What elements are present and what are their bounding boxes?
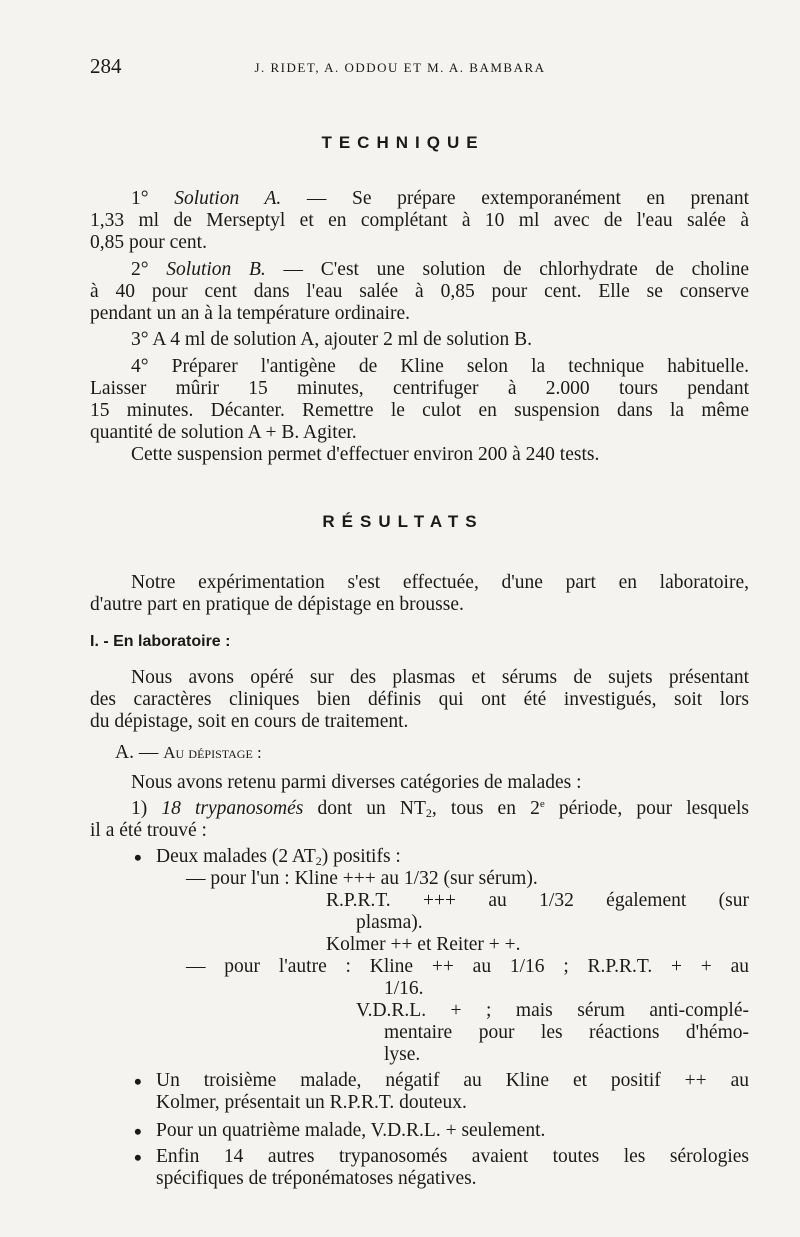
text: Enfin 14 autres trypanosomés avaient toutes les sérologies: [156, 1146, 749, 1167]
section-title-resultats: RÉSULTATS: [322, 512, 484, 531]
bullet-icon: •: [134, 1145, 142, 1170]
resultats-intro-line-1: [131, 572, 749, 594]
text: 15 minutes. Décanter. Remettre le culot en suspension dans la même: [90, 400, 749, 421]
bullet-1-line-9: [384, 1022, 749, 1044]
text: Un troisième malade, négatif au Kline et positif ++ au: [156, 1070, 749, 1091]
technique-item-1-line-1: [131, 188, 749, 210]
bullet-3-line-1: Pour un quatrième malade, V.D.R.L. + seulement.: [156, 1120, 546, 1141]
bullet-2-line-2: Kolmer, présentait un R.P.R.T. douteux.: [156, 1092, 467, 1113]
text: Laisser mûrir 15 minutes, centrifuger à 2.000 tours pendant: [90, 378, 749, 399]
bullet-1-line-8: [356, 1000, 749, 1022]
bullet-1-line-6: [186, 956, 749, 978]
technique-item-2-line-1: [131, 259, 749, 281]
item-number: 1°: [131, 188, 149, 209]
technique-note: Cette suspension permet d'effectuer environ 200 à 240 tests.: [131, 444, 600, 465]
text: 4° Préparer l'antigène de Kline selon la technique habituelle.: [131, 356, 749, 377]
text: V.D.R.L. + ; mais sérum anti-complé-: [356, 1000, 749, 1021]
superscript: e: [539, 798, 545, 810]
technique-item-1-line-2: [90, 210, 749, 232]
laboratoire-para-line-1: [131, 667, 749, 689]
bullet-1-line-4: plasma).: [356, 912, 423, 933]
text: Deux malades (2 AT: [156, 846, 316, 867]
text: Nous avons opéré sur des plasmas et sérums de sujets présentant: [131, 667, 749, 688]
text: — C'est une solution de chlorhydrate de choline: [283, 259, 750, 280]
text: des caractères cliniques bien définis qui ont été investigués, soit lors: [90, 689, 749, 710]
subscript: 2: [315, 854, 322, 868]
technique-item-4-line-3: [90, 400, 749, 422]
bullet-2-line-1: [156, 1070, 749, 1092]
depistage-intro: Nous avons retenu parmi diverses catégories de malades :: [131, 772, 582, 793]
category-1-line-1: [131, 798, 749, 820]
bullet-4-line-2: spécifiques de tréponématoses négatives.: [156, 1168, 477, 1189]
bullet-1-line-1: [156, 846, 401, 868]
resultats-intro-line-2: d'autre part en pratique de dépistage en brousse.: [90, 594, 464, 615]
subsection-prefix: A. —: [115, 742, 159, 763]
subscript: 2: [425, 806, 432, 820]
subsection-heading-depistage: [115, 742, 262, 764]
category-number: 1): [131, 798, 148, 819]
text: , tous en 2: [431, 798, 540, 819]
text: dont un NT: [317, 798, 426, 819]
running-header-authors: J. RIDET, A. ODDOU ET M. A. BAMBARA: [254, 60, 546, 75]
text: période, pour lesquels: [544, 798, 750, 819]
technique-item-4-line-4: quantité de solution A + B. Agiter.: [90, 422, 357, 443]
bullet-icon: •: [134, 1069, 142, 1094]
text: ) positifs :: [321, 846, 401, 867]
solution-b-title: Solution B.: [166, 259, 266, 280]
technique-item-1-line-3: 0,85 pour cent.: [90, 232, 207, 253]
bullet-icon: •: [134, 845, 142, 870]
bullet-4-line-1: [156, 1146, 749, 1168]
text: Notre expérimentation s'est effectuée, d'une part en laboratoire,: [131, 572, 749, 593]
solution-a-title: Solution A.: [174, 188, 282, 209]
item-number: 2°: [131, 259, 149, 280]
bullet-1-line-5: Kolmer ++ et Reiter + +.: [326, 934, 521, 955]
subsection-heading-laboratoire: I. - En laboratoire :: [90, 633, 231, 650]
text: — Se prépare extemporanément en prenant: [306, 188, 749, 209]
laboratoire-para-line-3: du dépistage, soit en cours de traitement.: [90, 711, 409, 732]
subsection-label: Au dépistage :: [163, 743, 262, 762]
text: R.P.R.T. +++ au 1/32 également (sur: [326, 890, 749, 911]
technique-item-4-line-2: [90, 378, 749, 400]
technique-item-4-line-1: [131, 356, 749, 378]
bullet-1-line-3: [326, 890, 749, 912]
text: — pour l'autre : Kline ++ au 1/16 ; R.P.R.T. + + au: [186, 956, 749, 977]
category-1-line-2: il a été trouvé :: [90, 820, 207, 841]
bullet-icon: •: [134, 1119, 142, 1144]
technique-item-3: 3° A 4 ml de solution A, ajouter 2 ml de solution B.: [131, 329, 533, 350]
laboratoire-para-line-2: [90, 689, 749, 711]
category-title: 18 trypanosomés: [161, 798, 304, 819]
text: à 40 pour cent dans l'eau salée à 0,85 pour cent. Elle se conserve: [90, 281, 749, 302]
bullet-1-line-2: — pour l'un : Kline +++ au 1/32 (sur sérum).: [186, 868, 538, 889]
bullet-1-line-7: 1/16.: [384, 978, 424, 999]
technique-item-2-line-2: [90, 281, 749, 303]
bullet-1-line-10: lyse.: [384, 1044, 421, 1065]
technique-item-2-line-3: pendant un an à la température ordinaire.: [90, 303, 410, 324]
text: 1,33 ml de Merseptyl et en complétant à 10 ml avec de l'eau salée à: [90, 210, 749, 231]
text: mentaire pour les réactions d'hémo-: [384, 1022, 749, 1043]
page-number: 284: [90, 54, 122, 78]
section-title-technique: TECHNIQUE: [321, 133, 485, 152]
